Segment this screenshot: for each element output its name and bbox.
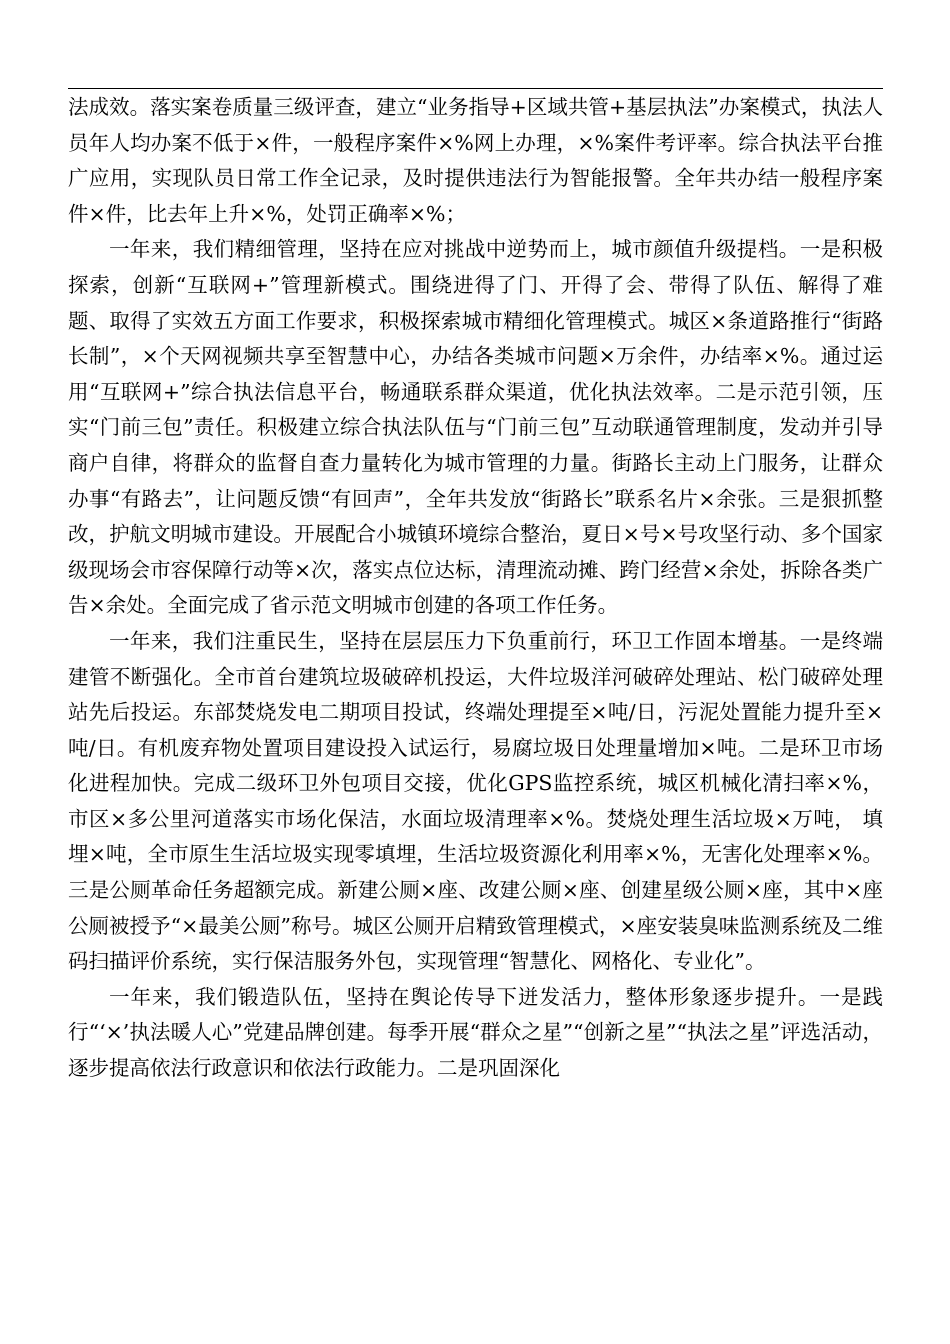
paragraph-continuation: 法成效。落实案卷质量三级评查，建立“业务指导+区域共管+基层执法”办案模式，执法人员年人均办案不低于×件，一般程序案件×%网上办理，×%案件考评率。综合执法平台推广应用，实现队员日常工作全记录，及时提供违法行为智能报警。全年共办结一般程序案件×件，比去年上升×%，处罚正确率×%； [68, 95, 883, 226]
document-body [68, 90, 883, 1087]
paragraph-city-management: 一年来，我们精细管理，坚持在应对挑战中逆势而上，城市颜值升级提档。一是积极探索，创新“互联网+”管理新模式。围绕进得了门、开得了会、带得了队伍、解得了难题、取得了实效五方面工作要求，积极探索城市精细化管理模式。城区×条道路推行“街路长制”，×个天网视频共享至智慧中心，办结各类城市问题×万余件，办结率×%。通过运用“互联网+”综合执法信息平台，畅通联系群众渠道，优化执法效率。二是示范引领，压实“门前三包”责任。积极建立综合执法队伍与“门前三包”互动联通管理制度，发动并引导商户自律，将群众的监督自查力量转化为城市管理的力量。街路长主动上门服务，让群众办事“有路去”，让问题反馈“有回声”，全年共发放“街路长”联系名片×余张。三是狠抓整改，护航文明城市建设。开展配合小城镇环境综合整治，夏日×号×号攻坚行动、多个国家级现场会市容保障行动等×次，落实点位达标，清理流动摊、跨门经营×余处，拆除各类广告×余处。全面完成了省示范文明城市创建的各项工作任务。 [68, 237, 883, 618]
header-rule [68, 88, 883, 89]
paragraph-team-building: 一年来，我们锻造队伍，坚持在舆论传导下迸发活力，整体形象逐步提升。一是践行“‘×’执法暖人心”党建品牌创建。每季开展“群众之星”“创新之星”“执法之星”评选活动，逐步提高依法行政意识和依法行政能力。二是巩固深化 [68, 984, 883, 1081]
paragraph-sanitation: 一年来，我们注重民生，坚持在层层压力下负重前行，环卫工作固本增基。一是终端建管不断强化。全市首台建筑垃圾破碎机投运，大件垃圾洋河破碎处理站、松门破碎处理站先后投运。东部焚烧发电二期项目投试，终端处理提至×吨/日，污泥处置能力提升至×吨/日。有机废弃物处置项目建设投入试运行，易腐垃圾日处理量增加×吨。二是环卫市场化进程加快。完成二级环卫外包项目交接，优化GPS监控系统，城区机械化清扫率×%，市区×多公里河道落实市场化保洁，水面垃圾清理率×%。焚烧处理生活垃圾×万吨， 填埋×吨，全市原生生活垃圾实现零填埋，生活垃圾资源化利用率×%，无害化处理率×%。三是公厕革命任务超额完成。新建公厕×座、改建公厕×座、创建星级公厕×座，其中×座公厕被授予“×最美公厕”称号。城区公厕开启精致管理模式，×座安装臭味监测系统及二维码扫描评价系统，实行保洁服务外包，实现管理“智慧化、网格化、专业化”。 [68, 628, 883, 974]
